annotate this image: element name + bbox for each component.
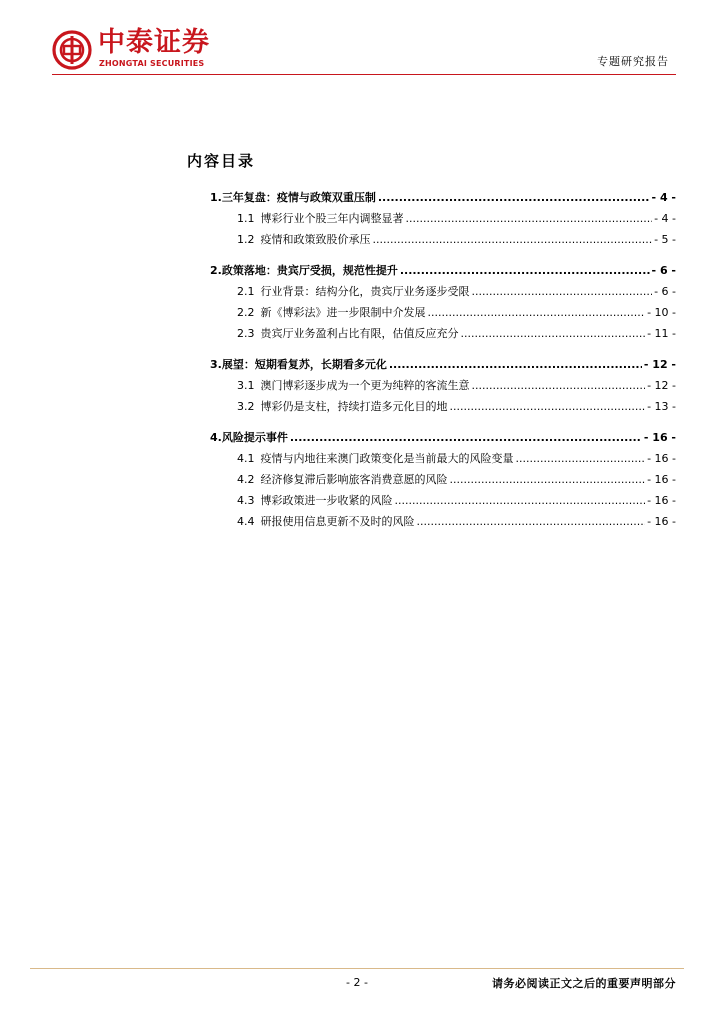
brand-name-en: ZHONGTAI SECURITIES	[99, 59, 205, 68]
toc-entry-page: - 16 -	[647, 494, 676, 507]
toc-dot-leader	[389, 355, 642, 375]
page-header	[0, 0, 724, 80]
toc-entry-number: 2.	[210, 264, 222, 277]
toc-subsection-entry[interactable]	[210, 490, 676, 511]
toc-subsection-entry[interactable]	[210, 208, 676, 229]
toc-dot-leader	[461, 323, 646, 344]
toc-entry-page: - 10 -	[647, 306, 676, 319]
toc-entry-number: 1.1	[237, 212, 255, 225]
toc-entry-number: 4.	[210, 431, 222, 444]
toc-entry-title: 博彩政策进一步收紧的风险	[260, 494, 393, 507]
toc-entry-number: 4.3	[237, 494, 255, 507]
toc-entry-page: - 16 -	[647, 473, 676, 486]
toc-entry-page: - 16 -	[643, 431, 676, 444]
toc-entry-title: 政策落地：贵宾厅受损，规范性提升	[221, 264, 398, 277]
toc-subsection-entry[interactable]	[210, 448, 676, 469]
toc-subsection-entry[interactable]	[210, 396, 676, 417]
toc-dot-leader	[516, 448, 646, 469]
toc-entry-number: 2.3	[237, 327, 255, 340]
toc-entry-number: 1.	[210, 191, 222, 204]
footer-divider	[30, 968, 684, 969]
header-divider	[52, 74, 676, 75]
toc-entry-title: 研报使用信息更新不及时的风险	[260, 515, 415, 528]
brand-name-cn: 中泰证券	[98, 27, 210, 58]
toc-entry-page: - 16 -	[647, 452, 676, 465]
toc-entry-title: 博彩仍是支柱，持续打造多元化目的地	[260, 400, 448, 413]
toc-entry-number: 4.2	[237, 473, 255, 486]
toc-entry-number: 4.4	[237, 515, 255, 528]
toc-dot-leader	[450, 396, 646, 417]
toc-dot-leader	[472, 375, 646, 396]
toc-entry-title: 疫情与内地往来澳门政策变化是当前最大的风险变量	[260, 452, 514, 465]
report-type-label: 专题研究报告	[597, 55, 669, 68]
toc-subsection-entry[interactable]	[210, 323, 676, 344]
toc-entry-title: 行业背景：结构分化，贵宾厅业务逐步受限	[260, 285, 470, 298]
toc-section-entry[interactable]	[210, 261, 676, 281]
toc-subsection-entry[interactable]	[210, 469, 676, 490]
toc-entry-page: - 11 -	[647, 327, 676, 340]
toc-entry-page: - 12 -	[647, 379, 676, 392]
toc-dot-leader	[395, 490, 646, 511]
toc-dot-leader	[290, 428, 642, 448]
toc-subsection-entry[interactable]	[210, 511, 676, 532]
toc-entry-page: - 6 -	[654, 285, 676, 298]
toc-section-entry[interactable]	[210, 355, 676, 375]
toc-dot-leader	[450, 469, 646, 490]
toc-entry-number: 3.	[210, 358, 222, 371]
toc-entry-page: - 12 -	[643, 358, 676, 371]
toc-dot-leader	[472, 281, 653, 302]
toc-subsection-entry[interactable]	[210, 229, 676, 250]
page-number: - 2 -	[346, 976, 368, 989]
toc-dot-leader	[417, 511, 646, 532]
toc-dot-leader	[400, 261, 650, 281]
toc-entry-number: 2.1	[237, 285, 255, 298]
toc-entry-number: 2.2	[237, 306, 255, 319]
toc-entry-title: 经济修复滞后影响旅客消费意愿的风险	[260, 473, 448, 486]
zhongtai-logo-icon	[52, 30, 92, 70]
toc-section-entry[interactable]	[210, 428, 676, 448]
toc-subsection-entry[interactable]	[210, 375, 676, 396]
table-of-contents	[210, 188, 676, 532]
toc-entry-number: 1.2	[237, 233, 255, 246]
toc-entry-number: 3.1	[237, 379, 255, 392]
toc-entry-title: 澳门博彩逐步成为一个更为纯粹的客流生意	[260, 379, 470, 392]
toc-entry-title: 展望：短期看复苏，长期看多元化	[221, 358, 387, 371]
toc-dot-leader	[378, 188, 650, 208]
toc-section-entry[interactable]	[210, 188, 676, 208]
toc-title: 内容目录	[187, 152, 256, 170]
toc-entry-page: - 4 -	[654, 212, 676, 225]
toc-entry-page: - 5 -	[654, 233, 676, 246]
toc-entry-page: - 16 -	[647, 515, 676, 528]
toc-subsection-entry[interactable]	[210, 281, 676, 302]
toc-entry-number: 3.2	[237, 400, 255, 413]
disclaimer-text: 请务必阅读正文之后的重要声明部分	[492, 977, 676, 990]
toc-entry-page: - 13 -	[647, 400, 676, 413]
toc-dot-leader	[373, 229, 653, 250]
toc-entry-page: - 4 -	[651, 191, 676, 204]
toc-dot-leader	[406, 208, 653, 229]
toc-entry-title: 疫情和政策致股价承压	[260, 233, 371, 246]
toc-entry-title: 博彩行业个股三年内调整显著	[260, 212, 404, 225]
toc-entry-title: 新《博彩法》进一步限制中介发展	[260, 306, 426, 319]
toc-entry-title: 三年复盘：疫情与政策双重压制	[221, 191, 376, 204]
toc-entry-page: - 6 -	[651, 264, 676, 277]
toc-subsection-entry[interactable]	[210, 302, 676, 323]
toc-entry-title: 风险提示事件	[221, 431, 288, 444]
toc-entry-title: 贵宾厅业务盈利占比有限，估值反应充分	[260, 327, 459, 340]
toc-entry-number: 4.1	[237, 452, 255, 465]
toc-dot-leader	[428, 302, 646, 323]
